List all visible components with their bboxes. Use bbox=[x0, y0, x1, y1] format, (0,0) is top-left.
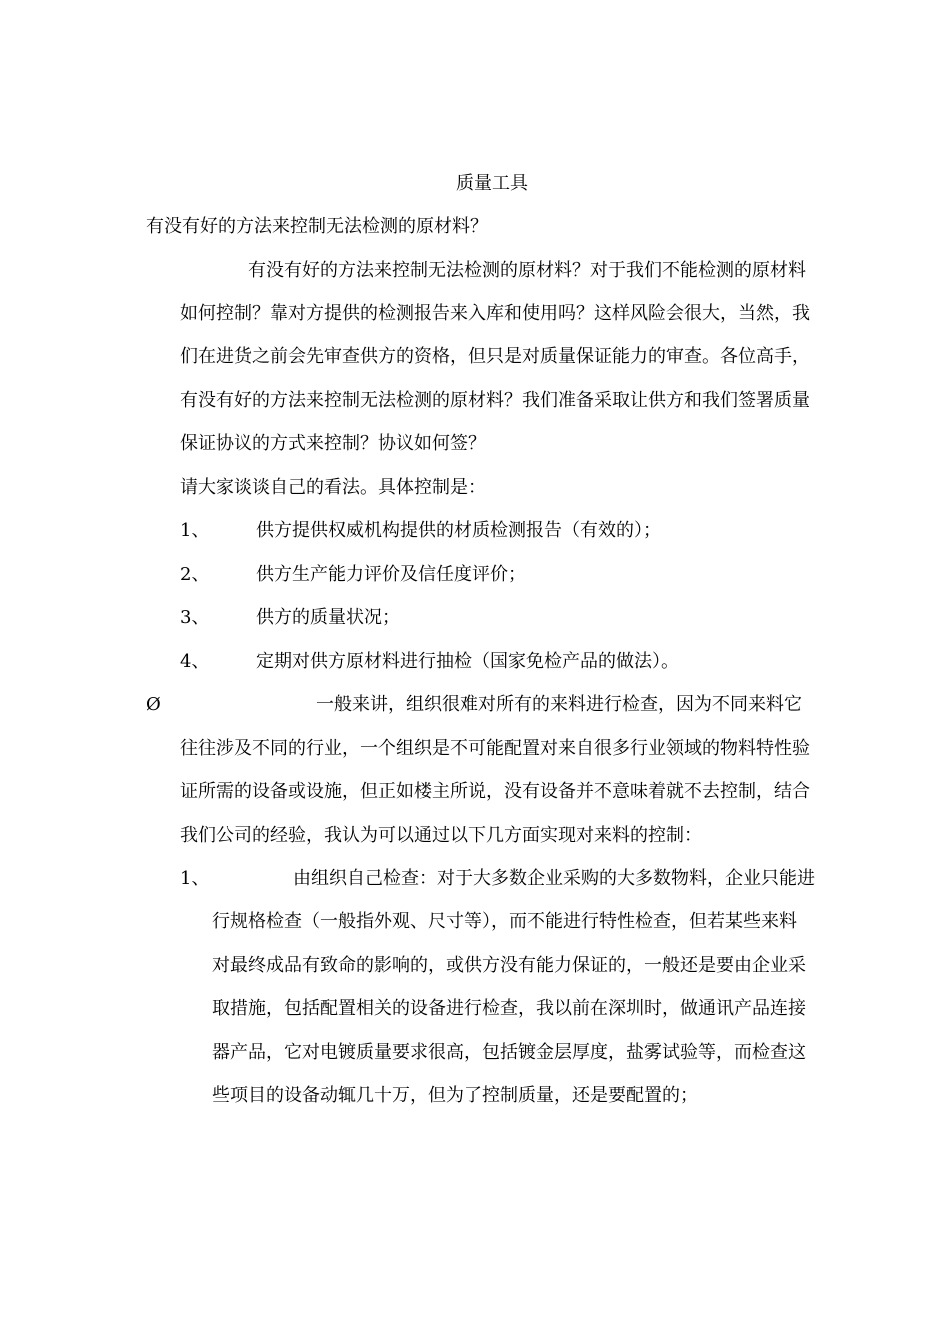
question-body-line: 有没有好的方法来控制无法检测的原材料？我们准备采取让供方和我们签署质量 bbox=[180, 390, 810, 411]
document-title: 质量工具 bbox=[456, 173, 528, 194]
question-heading: 有没有好的方法来控制无法检测的原材料？ bbox=[146, 216, 488, 237]
list-item-text: 定期对供方原材料进行抽检（国家免检产品的做法）。 bbox=[256, 651, 679, 672]
answer-line: 我们公司的经验，我认为可以通过以下几方面实现对来料的控制： bbox=[180, 825, 702, 846]
answer-item-line: 行规格检查（一般指外观、尺寸等），而不能进行特性检查，但若某些来料 bbox=[212, 911, 797, 932]
list-item-text: 供方的质量状况； bbox=[256, 607, 400, 628]
answer-item-line: 器产品，它对电镀质量要求很高，包括镀金层厚度，盐雾试验等，而检查这 bbox=[212, 1042, 806, 1063]
answer-item-line: 对最终成品有致命的影响的，或供方没有能力保证的，一般还是要由企业采 bbox=[212, 955, 806, 976]
list-item-number: 1、 bbox=[180, 520, 210, 541]
answer-item-line: 取措施，包括配置相关的设备进行检查，我以前在深圳时，做通讯产品连接 bbox=[212, 998, 806, 1019]
list-item-text: 供方生产能力评价及信任度评价； bbox=[256, 564, 526, 585]
question-body-line: 有没有好的方法来控制无法检测的原材料？对于我们不能检测的原材料 bbox=[248, 260, 806, 281]
answer-item-number: 1、 bbox=[180, 868, 210, 889]
question-body-line: 保证协议的方式来控制？协议如何签？ bbox=[180, 433, 486, 454]
answer-item-line: 些项目的设备动辄几十万，但为了控制质量，还是要配置的； bbox=[212, 1085, 698, 1106]
list-item-number: 4、 bbox=[180, 651, 210, 672]
answer-line: 往往涉及不同的行业，一个组织是不可能配置对来自很多行业领域的物料特性验 bbox=[180, 738, 810, 759]
list-item-text: 供方提供权威机构提供的材质检测报告（有效的）； bbox=[256, 520, 661, 541]
answer-item-line: 由组织自己检查：对于大多数企业采购的大多数物料，企业只能进 bbox=[293, 868, 815, 889]
question-body-line: 如何控制？靠对方提供的检测报告来入库和使用吗？这样风险会很大，当然，我 bbox=[180, 303, 810, 324]
answer-bullet: Ø bbox=[146, 694, 161, 715]
answer-line: 一般来讲，组织很难对所有的来料进行检查，因为不同来料它 bbox=[316, 694, 802, 715]
invite-text: 请大家谈谈自己的看法。具体控制是： bbox=[180, 477, 486, 498]
list-item-number: 2、 bbox=[180, 564, 210, 585]
answer-line: 证所需的设备或设施，但正如楼主所说，没有设备并不意味着就不去控制，结合 bbox=[180, 781, 810, 802]
question-body-line: 们在进货之前会先审查供方的资格，但只是对质量保证能力的审查。各位高手， bbox=[180, 346, 810, 367]
list-item-number: 3、 bbox=[180, 607, 210, 628]
